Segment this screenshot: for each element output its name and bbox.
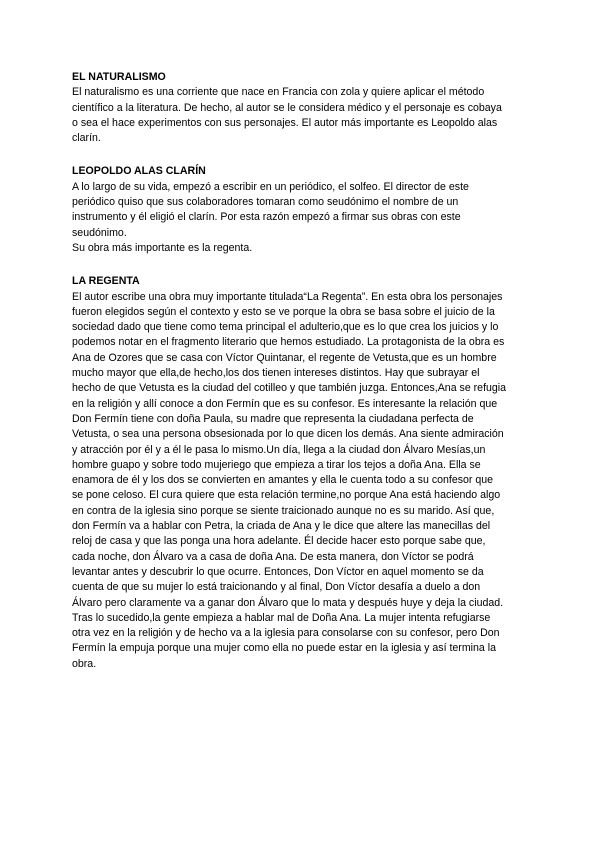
text-line: hecho de que Vetusta es la ciudad del cotilleo y que también juzga. Entonces,Ana se refugia bbox=[72, 382, 507, 395]
text-line: periódico quiso que sus colaboradores tomaran como seudónimo el nombre de un bbox=[72, 196, 459, 209]
text-line: Don Fermín tiene con doña Paula, su madre que representa la ciudadana perfecta de bbox=[72, 412, 474, 425]
section-body bbox=[72, 290, 527, 672]
section-heading: LA REGENTA bbox=[72, 275, 140, 288]
text-line: seudónimo. bbox=[72, 226, 127, 239]
text-line: mucho mayor que ella,de hecho,los dos tienen intereses distintos. Hay que subrayar el bbox=[72, 367, 480, 380]
text-line: enamora de él y los dos se convierten en amantes y ella le cuenta todo a su confesor que bbox=[72, 474, 494, 487]
text-line: podemos notar en el fragmento literario que hemos estudiado. La protagonista de la obra es bbox=[72, 336, 505, 349]
text-line: Ana de Ozores que se casa con Víctor Quintanar, el regente de Vetusta,que es un hombre bbox=[72, 351, 497, 364]
text-line: en contra de la iglesia sino porque se siente traicionado aunque no es su marido. Así que, bbox=[72, 504, 495, 517]
section-naturalismo bbox=[72, 70, 527, 146]
text-line: clarín. bbox=[72, 132, 101, 145]
text-line: reloj de casa y que las ponga una hora adelante. Él decide hacer esto porque sabe que, bbox=[72, 535, 486, 548]
text-line: fueron elegidos según el contexto y esto se ve porque la obra se basa sobre el juicio de la bbox=[72, 305, 495, 318]
text-line: Vetusta, o sea una persona obsesionada por lo que dicen los demás. Ana siente admiración bbox=[72, 428, 504, 441]
text-line: Tras lo sucedido,la gente empieza a hablar mal de Doña Ana. La mujer intenta refugiarse bbox=[72, 611, 491, 624]
section-clarin bbox=[72, 164, 527, 256]
text-line: obra. bbox=[72, 657, 97, 670]
text-line: A lo largo de su vida, empezó a escribir en un periódico, el solfeo. El director de este bbox=[72, 180, 469, 193]
text-line: en la religión y allí conoce a don Fermín que es su confesor. Es interesante la relación que bbox=[72, 397, 498, 410]
text-line: Álvaro pero claramente va a ganar don Álvaro que lo mata y después huye y deja la ciudad. bbox=[72, 596, 504, 609]
text-line: y atracción por él y a él le pasa lo mismo.Un día, llega a la ciudad don Álvaro Mesías,un bbox=[72, 443, 486, 456]
text-line: levantar antes y descubrir lo que ocurre. Entonces, Don Víctor en aquel momento se da bbox=[72, 565, 484, 578]
text-line: científico a la literatura. De hecho, al autor se le considera médico y el personaje es cobaya bbox=[72, 101, 502, 114]
text-line: o sea el hace experimentos con sus personajes. El autor más importante es Leopoldo alas bbox=[72, 116, 498, 129]
section-heading: EL NATURALISMO bbox=[72, 71, 166, 83]
text-line: El naturalismo es una corriente que nace en Francia con zola y quiere aplicar el método bbox=[72, 86, 485, 99]
text-line: Su obra más importante es la regenta. bbox=[72, 241, 253, 254]
text-line: otra vez en la religión y de hecho va a la iglesia para consolarse con su confesor, pero Don bbox=[72, 627, 500, 640]
text-line: sociedad dado que tiene como tema principal el adulterio,que es lo que crea los juicios y lo bbox=[72, 321, 499, 334]
text-line: hombre guapo y sobre todo mujeriego que empieza a tirar los tejos a doña Ana. Ella se bbox=[72, 458, 481, 471]
document-page bbox=[72, 70, 527, 690]
text-line: Fermín la empuja porque una mujer como ella no puede estar en la iglesia y así termina la bbox=[72, 642, 496, 655]
text-line: instrumento y él eligió el clarín. Por esta razón empezó a firmar sus obras con este bbox=[72, 211, 461, 224]
section-heading: LEOPOLDO ALAS CLARÍN bbox=[72, 165, 206, 178]
text-line: don Fermín va a hablar con Petra, la criada de Ana y le dice que altere las manecillas del bbox=[72, 520, 491, 533]
section-body bbox=[72, 180, 527, 256]
text-line: cada noche, don Álvaro va a casa de doña Ana. De esta manera, don Víctor se podrá bbox=[72, 550, 474, 563]
text-line: cuenta de que su mujer lo está traicionando y al final, Don Víctor desafía a duelo a don bbox=[72, 581, 481, 594]
text-line: El autor escribe una obra muy importante titulada“La Regenta”. En esta obra los personajes bbox=[72, 290, 503, 303]
text-line: se pone celoso. El cura quiere que esta relación termine,no porque Ana está haciendo algo bbox=[72, 489, 501, 502]
section-regenta bbox=[72, 274, 527, 672]
section-body bbox=[72, 85, 527, 146]
